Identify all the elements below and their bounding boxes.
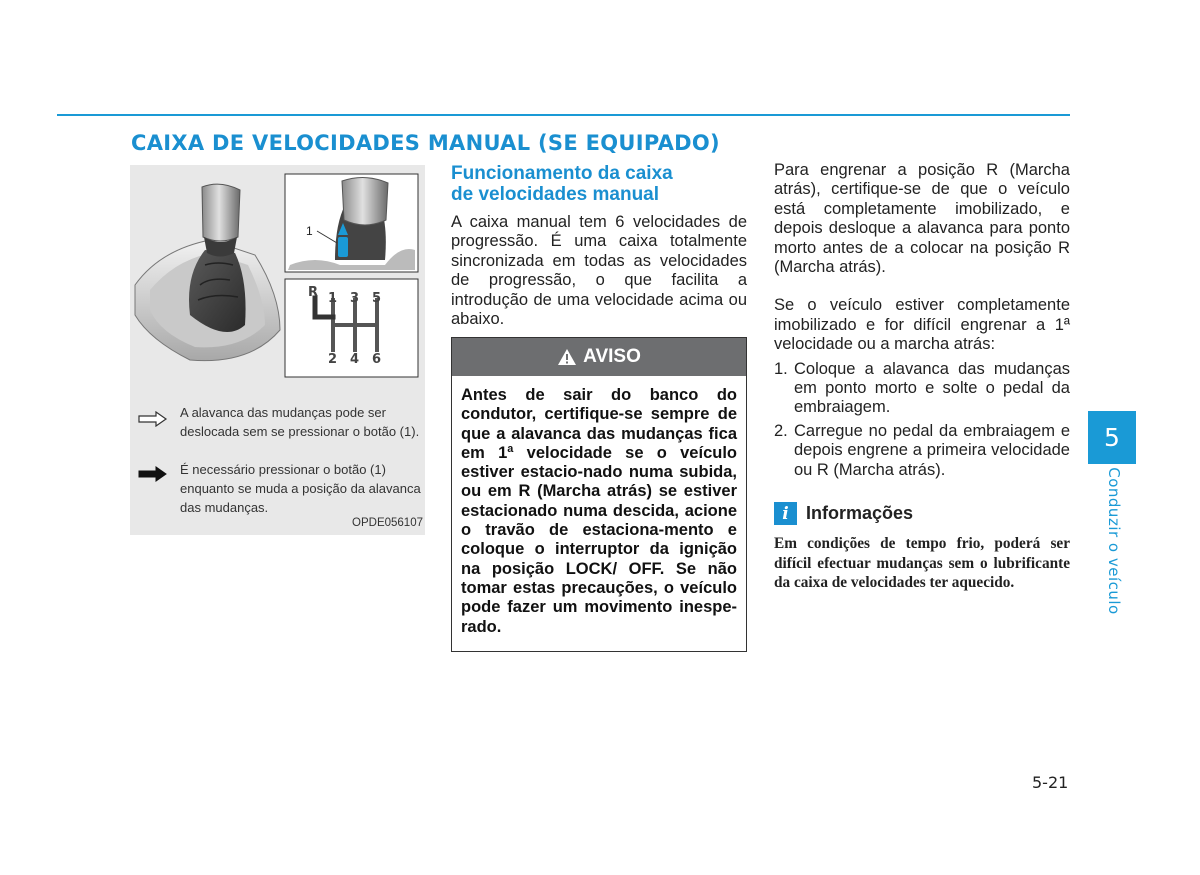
step-text: Coloque a alavanca das mudanças em ponto morto e solte o pedal da embraiagem. — [794, 359, 1070, 417]
reverse-paragraph: Para engrenar a posição R (Marcha atrás), certifique-se de que o veículo está completamente imobilizado, e depois desloque a alavanca para ponto morto antes de a colocar na posição R (Marcha atrás). — [774, 161, 1070, 277]
page-number: 5-21 — [1032, 773, 1069, 792]
info-icon: i — [774, 502, 797, 525]
chapter-label: Conduzir o veículo — [1105, 467, 1123, 615]
list-item — [774, 422, 1070, 480]
warning-box — [451, 337, 747, 652]
outline-arrow-icon — [138, 411, 168, 427]
solid-arrow-icon — [138, 466, 168, 482]
right-column — [774, 161, 1070, 592]
header-rule — [57, 114, 1070, 116]
subheading-line: de velocidades manual — [451, 184, 660, 205]
gate-label-r: R — [308, 285, 319, 300]
warning-triangle-icon — [557, 348, 577, 366]
figure-code: OPDE056107 — [352, 517, 423, 529]
gate-label-2: 2 — [328, 352, 338, 367]
stopped-paragraph: Se o veículo estiver completamente imobilizado e for difícil engrenar a 1ª velocidade ou a marcha atrás: — [774, 296, 1070, 354]
gate-label-5: 5 — [372, 291, 382, 306]
legend-text: É necessário pressionar o botão (1) enquanto se muda a posição da alavanca das mudanças. — [180, 462, 421, 515]
subheading-line: Funcionamento da caixa — [451, 163, 673, 184]
section-title: CAIXA DE VELOCIDADES MANUAL (SE EQUIPADO) — [131, 131, 720, 155]
gear-shift-figure — [130, 165, 425, 535]
shifter-large-icon — [135, 184, 280, 361]
middle-column — [451, 163, 747, 636]
info-header — [774, 502, 1070, 525]
step-number: 1. — [774, 359, 788, 378]
gear-shift-illustration — [130, 165, 425, 390]
intro-paragraph: A caixa manual tem 6 velocidades de progressão. É uma caixa totalmente sincronizada em todas as velocidades de progressão, o que facilita a introdução de uma velocidade acima ou abaixo. — [451, 213, 747, 329]
steps-list — [774, 360, 1070, 480]
warning-text: Antes de sair do banco do condutor, certifique-se sempre de que a alavanca das mudanças fica em 1ª velocidade se o veículo estiver estacio-nado numa subida, ou em R (Marcha atrás) se estiver estacionado numa descida, acione o travão de estaciona-mento e coloque o interruptor da ignição na posição LOCK/ OFF. Se não tomar estas precauções, o veículo pode fazer um movimento inespe-rado. — [461, 386, 737, 636]
gate-label-6: 6 — [372, 352, 382, 367]
gate-label-1: 1 — [328, 291, 338, 306]
legend-text: A alavanca das mudanças pode ser deslocada sem se pressionar o botão (1). — [180, 405, 420, 439]
callout-label: 1 — [306, 224, 313, 238]
info-text: Em condições de tempo frio, poderá ser difícil efectuar mudanças sem o lubrificante da caixa de velocidades ter aquecido. — [774, 535, 1070, 591]
warning-header — [452, 338, 746, 376]
step-number: 2. — [774, 421, 788, 440]
subheading — [451, 163, 691, 205]
gate-label-3: 3 — [350, 291, 360, 306]
warning-title: AVISO — [583, 346, 641, 367]
list-item — [774, 360, 1070, 418]
gate-label-4: 4 — [350, 352, 360, 367]
info-title: Informações — [806, 503, 914, 524]
step-text: Carregue no pedal da embraiagem e depois engrene a primeira velocidade ou R (Marcha atrás). — [794, 421, 1070, 479]
chapter-tab: 5 — [1088, 411, 1136, 464]
